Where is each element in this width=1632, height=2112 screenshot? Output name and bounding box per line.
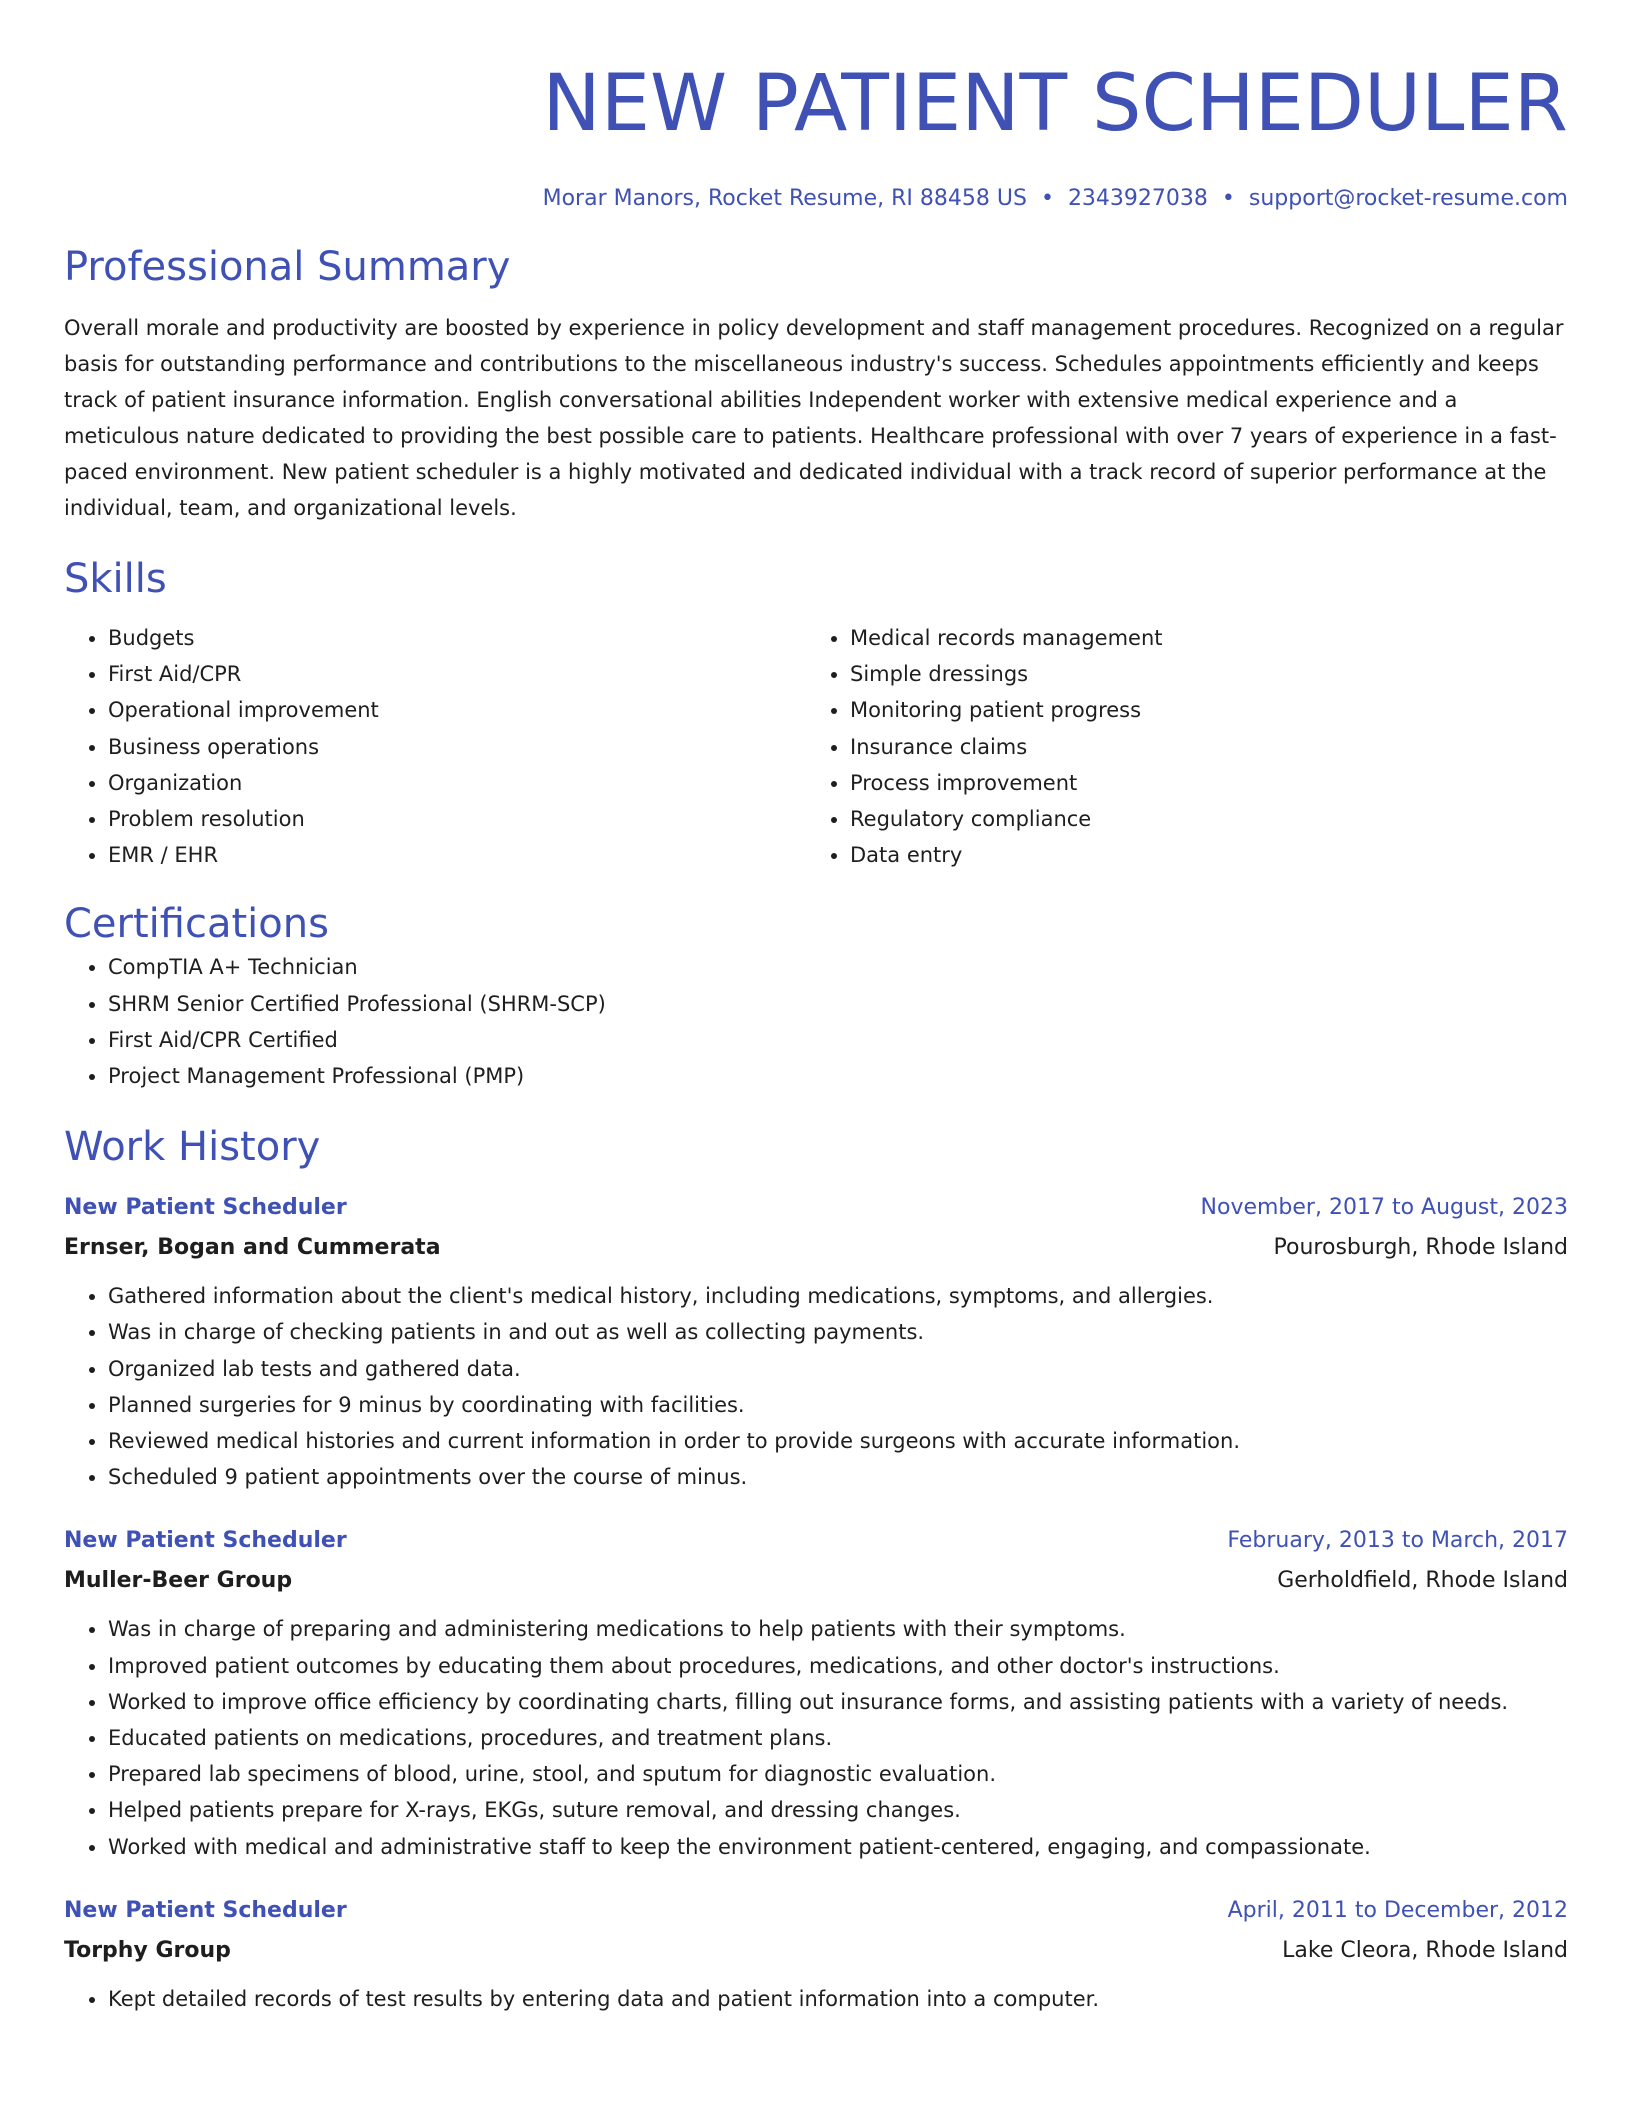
certification-item: • Project Management Professional (PMP) [108, 1058, 1568, 1094]
certification-item: • CompTIA A+ Technician [108, 949, 1568, 985]
job-location: Gerholdfield, Rhode Island [1277, 1568, 1568, 1594]
job-location: Lake Cleora, Rhode Island [1282, 1937, 1568, 1963]
summary-heading: Professional Summary [64, 244, 511, 290]
skill-item: • EMR / EHR [108, 837, 806, 873]
job-title: New Patient Scheduler [64, 1897, 347, 1923]
job-title: New Patient Scheduler [64, 1528, 347, 1554]
contact-separator: • [1221, 186, 1235, 211]
contact-line [64, 184, 1568, 214]
company-name: Torphy Group [64, 1937, 231, 1963]
skill-item: • Insurance claims [850, 729, 1548, 765]
summary-text: Overall morale and productivity are boosted by experience in policy development and staff management procedures. Recognized on a regular basis for outstanding performance and contributions to the miscellaneous industry's success. Schedules appointments efficiently and keeps track of patient insurance information. English conversational abilities Independent worker with extensive medical experience and a meticulous nature dedicated to providing the best possible care to patients. Healthcare professional with over 7 years of experience in a fast-paced environment. New patient scheduler is a highly motivated and dedicated individual with a track record of superior performance at the individual, team, and organizational levels. [64, 316, 1564, 520]
duty-item: • Worked with medical and administrative staff to keep the environment patient-centered, engaging, and compassionate. [108, 1829, 1568, 1865]
duty-item: • Kept detailed records of test results by entering data and patient information into a computer. [108, 1981, 1568, 2017]
skill-item: • Operational improvement [108, 692, 806, 728]
skills-heading: Skills [64, 556, 167, 602]
duty-item: • Gathered information about the client's medical history, including medications, symptoms, and allergies. [108, 1278, 1568, 1314]
company-name: Ernser, Bogan and Cummerata [64, 1235, 441, 1261]
duty-item: • Was in charge of preparing and administering medications to help patients with their symptoms. [108, 1611, 1568, 1647]
job-title: New Patient Scheduler [64, 1195, 347, 1221]
contact-phone: 2343927038 [1067, 186, 1208, 211]
contact-separator: • [1040, 186, 1054, 211]
skill-item: • Monitoring patient progress [850, 692, 1548, 728]
certifications-list [64, 949, 1568, 1094]
skill-item: • Simple dressings [850, 656, 1548, 692]
skill-item: • Budgets [108, 620, 806, 656]
skill-item: • Business operations [108, 729, 806, 765]
company-name: Muller-Beer Group [64, 1568, 293, 1594]
duty-item: • Reviewed medical histories and current information in order to provide surgeons with accurate information. [108, 1423, 1568, 1459]
skills-column-left [64, 620, 806, 873]
work-history-heading: Work History [64, 1124, 321, 1171]
skill-item: • Process improvement [850, 765, 1548, 801]
certifications-heading: Certifications [64, 901, 329, 948]
certification-item: • SHRM Senior Certified Professional (SHRM-SCP) [108, 986, 1568, 1022]
job-entry [64, 1891, 1568, 2017]
duty-item: • Educated patients on medications, procedures, and treatment plans. [108, 1720, 1568, 1756]
skills-column-right [806, 620, 1548, 873]
duty-item: • Prepared lab specimens of blood, urine, stool, and sputum for diagnostic evaluation. [108, 1756, 1568, 1792]
job-employer [64, 1931, 1568, 1971]
job-dates: November, 2017 to August, 2023 [1200, 1195, 1568, 1221]
job-dates: February, 2013 to March, 2017 [1227, 1528, 1568, 1554]
job-employer [64, 1561, 1568, 1601]
duty-item: • Planned surgeries for 9 minus by coordinating with facilities. [108, 1387, 1568, 1423]
job-duties [64, 1611, 1568, 1864]
skill-item: • Problem resolution [108, 801, 806, 837]
skill-item: • First Aid/CPR [108, 656, 806, 692]
duty-item: • Worked to improve office efficiency by coordinating charts, filling out insurance forms, and assisting patients with a variety of needs. [108, 1684, 1568, 1720]
job-dates: April, 2011 to December, 2012 [1227, 1897, 1568, 1923]
contact-address: Morar Manors, Rocket Resume, RI 88458 US [542, 186, 1027, 211]
job-location: Pourosburgh, Rhode Island [1273, 1235, 1568, 1261]
skills-list [64, 620, 1568, 873]
contact-email[interactable]: support@rocket-resume.com [1248, 186, 1568, 211]
skill-item: • Medical records management [850, 620, 1548, 656]
job-employer [64, 1228, 1568, 1268]
skill-item: • Regulatory compliance [850, 801, 1548, 837]
job-entry [64, 1521, 1568, 1864]
job-duties [64, 1981, 1568, 2017]
job-header [64, 1891, 1568, 1931]
duty-item: • Improved patient outcomes by educating them about procedures, medications, and other doctor's instructions. [108, 1648, 1568, 1684]
resume-page [64, 0, 1568, 2017]
job-duties [64, 1278, 1568, 1495]
job-entry [64, 1188, 1568, 1495]
skill-item: • Organization [108, 765, 806, 801]
duty-item: • Scheduled 9 patient appointments over the course of minus. [108, 1459, 1568, 1495]
skill-item: • Data entry [850, 837, 1548, 873]
job-header [64, 1188, 1568, 1228]
duty-item: • Organized lab tests and gathered data. [108, 1351, 1568, 1387]
certification-item: • First Aid/CPR Certified [108, 1022, 1568, 1058]
candidate-name: NEW PATIENT SCHEDULER [542, 59, 1568, 149]
duty-item: • Was in charge of checking patients in and out as well as collecting payments. [108, 1314, 1568, 1350]
job-header [64, 1521, 1568, 1561]
duty-item: • Helped patients prepare for X-rays, EKGs, suture removal, and dressing changes. [108, 1792, 1568, 1828]
